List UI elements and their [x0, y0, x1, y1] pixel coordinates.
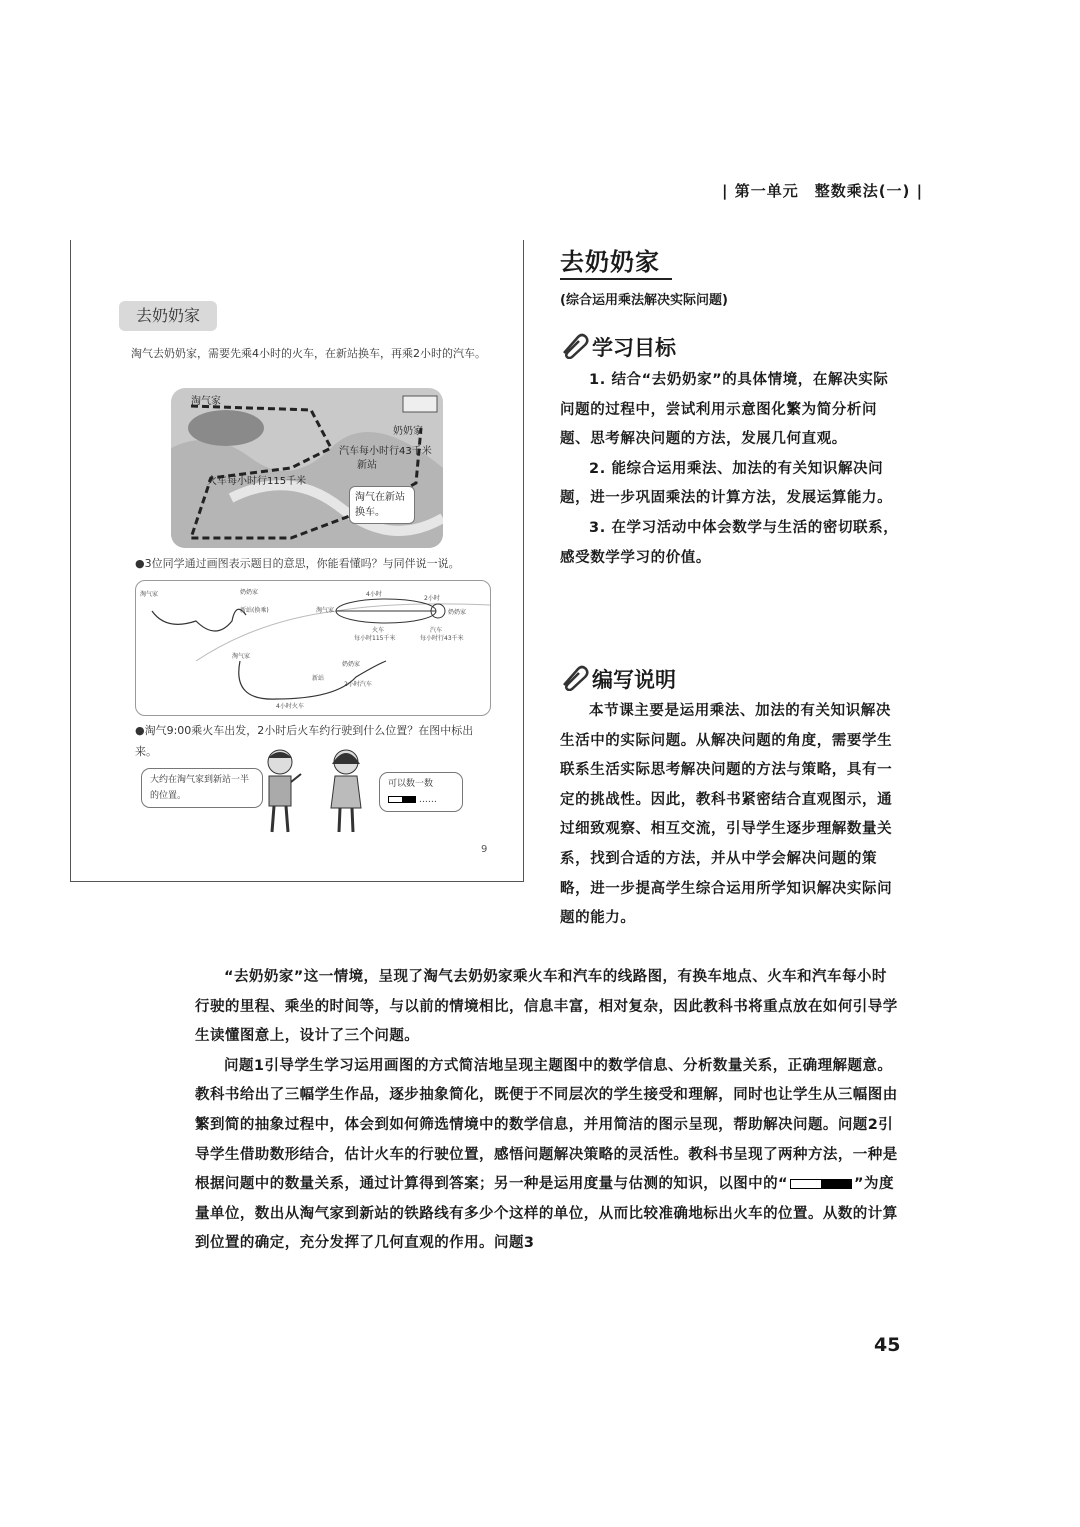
- sketch-c-train-time: 4小时火车: [276, 703, 304, 710]
- map-label-grandma: 奶奶家: [393, 426, 423, 437]
- sketch-b-car-speed: 每小时行43千米: [420, 635, 464, 642]
- textbook-page-figure: [70, 240, 524, 882]
- title-underline: [560, 278, 672, 280]
- sketch-c-station: 新站: [312, 675, 325, 682]
- map-label-car-speed: 汽车每小时行43千米: [339, 446, 432, 457]
- sketch-b-train: 火车: [372, 627, 385, 634]
- boy-speech-bubble: 大约在淘气家到新站一半的位置。: [141, 768, 263, 808]
- lesson-subtitle: (综合运用乘法解决实际问题): [560, 293, 728, 308]
- sketch-b-car: 汽车: [430, 627, 443, 634]
- measure-unit-icon: [790, 1179, 852, 1189]
- goals-heading-text: 学习目标: [592, 336, 676, 360]
- notes-paragraph: 本节课主要是运用乘法、加法的有关知识解决生活中的实际问题。从解决问题的角度，需要学生联系生活实际思考解决问题的方法与策略，具有一定的挑战性。因此，教科书紧密结合直观图示，通过细致观察、相互交流，引导学生逐步理解数量关系，找到合适的方法，并从中学会解决问题的策略，进一步提高学生综合运用所学知识解决实际问题的能力。: [560, 703, 893, 927]
- lesson-title: 去奶奶家: [560, 248, 660, 276]
- sketch-b-train-speed: 每小时115千米: [354, 635, 396, 642]
- question-2: ●淘气9:00乘火车出发，2小时后火车约行驶到什么位置？在图中标出来。: [135, 724, 474, 758]
- route-map: [171, 388, 443, 548]
- girl-speech-bubble: [379, 772, 463, 812]
- sketch-b-grandma: 奶奶家: [448, 609, 467, 616]
- analysis-paragraph-2a: 问题1引导学生学习运用画图的方式简洁地呈现主题图中的数学信息、分析数量关系，正确理解题意。教科书给出了三幅学生作品，逐步抽象简化，既便于不同层次的学生接受和理解，同时也让学生从三幅图由繁到简的抽象过程中，体会到如何筛选情境中的数学信息，并用简洁的图示呈现，帮助解决问题。问题2引导学生借助数形结合，估计火车的行驶位置，感悟问题解决策略的灵活性。教科书呈现了两种方法，一种是根据问题中的数量关系，通过计算得到答案；另一种是运用度量与估测的知识，以图中的: [195, 1057, 898, 1193]
- boy-character-icon: [257, 746, 303, 836]
- analysis-text: [195, 963, 900, 1259]
- analysis-paragraph-1: “去奶奶家”这一情境，呈现了淘气去奶奶家乘火车和汽车的线路图，有换车地点、火车和汽车每小时行驶的里程、乘坐的时间等，与以前的情境相比，信息丰富，相对复杂，因此教科书将重点放在如何引导学生读懂图意上，设计了三个问题。: [195, 969, 898, 1045]
- textbook-intro: 淘气去奶奶家，需要先乘4小时的火车，在新站换车，再乘2小时的汽车。: [131, 347, 486, 360]
- textbook-page-number: 9: [481, 844, 488, 855]
- sketch-b-car-time: 2小时: [424, 595, 440, 602]
- map-bubble: 淘气在新站换车。: [349, 486, 415, 524]
- sketch-c-home: 淘气家: [232, 653, 251, 660]
- notes-heading: [560, 664, 676, 694]
- map-label-train-speed: 火车每小时行115千米: [207, 476, 307, 487]
- map-label-station: 新站: [357, 460, 377, 471]
- goal-item-2: 2. 能综合运用乘法、加法的有关知识解决问题，进一步巩固乘法的计算方法，发展运算能力。: [560, 460, 893, 507]
- girl-character-icon: [323, 746, 369, 836]
- sketch-b-home: 淘气家: [316, 607, 335, 614]
- analysis-paragraph-2b: 为度量单位，数出从淘气家到新站的铁路线有多少个这样的单位，从而比较准确地标出火车的位置。从数的计算到位置的确定，充分发挥了几何直观的作用。问题3: [195, 1176, 898, 1252]
- goal-item-1: 1. 结合“去奶奶家”的具体情境，在解决实际问题的过程中，尝试利用示意图化繁为简分析问题、思考解决问题的方法，发展几何直观。: [560, 372, 889, 448]
- sketch-a-station: 新站(换乘): [240, 607, 269, 614]
- girl-speech-dots: ……: [418, 795, 437, 805]
- unit-header: | 第一单元 整数乘法(一) |: [722, 182, 924, 200]
- girl-speech-text: 可以数一数: [388, 779, 434, 789]
- map-label-home: 淘气家: [191, 396, 221, 407]
- sketch-a-home: 淘气家: [140, 591, 159, 598]
- notes-text-block: [560, 697, 900, 934]
- analysis-paragraph-2: 问题1引导学生学习运用画图的方式简洁地呈现主题图中的数学信息、分析数量关系，正确理解题意。教科书给出了三幅学生作品，逐步抽象简化，既便于不同层次的学生接受和理解，同时也让学生从三幅图由繁到简的抽象过程中，体会到如何筛选情境中的数学信息，并用简洁的图示呈现，帮助解决问题。问题2引导学生借助数形结合，估计火车的行驶位置，感悟问题解决策略的灵活性。教科书呈现了两种方法，一种是根据问题中的数量关系，通过计算得到答案；另一种是运用度量与估测的知识，以图中的“ ”为度量单位，数出从淘气家到新站的铁路线有多少个这样的单位，从而比较准确地标出火车的位置。从数的计算到位置的确定，充分发挥了几何直观的作用。问题3: [195, 1057, 898, 1252]
- sketch-b-train-time: 4小时: [366, 591, 382, 598]
- house-icon: [403, 396, 437, 412]
- paperclip-icon: [560, 333, 590, 359]
- notes-heading-text: 编写说明: [592, 668, 676, 692]
- goals-list: [560, 366, 900, 573]
- paperclip-icon: [560, 665, 590, 691]
- sketch-c-car-time: 2小时汽车: [344, 681, 372, 688]
- goals-heading: [560, 332, 676, 362]
- sketch-c-grandma: 奶奶家: [342, 661, 361, 668]
- student-sketches: [135, 580, 491, 716]
- page-number: 45: [874, 1334, 901, 1356]
- goal-item-3: 3. 在学习活动中体会数学与生活的密切联系，感受数学学习的价值。: [560, 519, 899, 566]
- measure-unit-small: [388, 792, 454, 808]
- question-1: ●3位同学通过画图表示题目的意思，你能看懂吗？与同伴说一说。: [135, 557, 460, 570]
- textbook-title: 去奶奶家: [119, 301, 217, 331]
- sketch-a-grandma: 奶奶家: [240, 589, 259, 596]
- route-map-drawing: [171, 388, 443, 548]
